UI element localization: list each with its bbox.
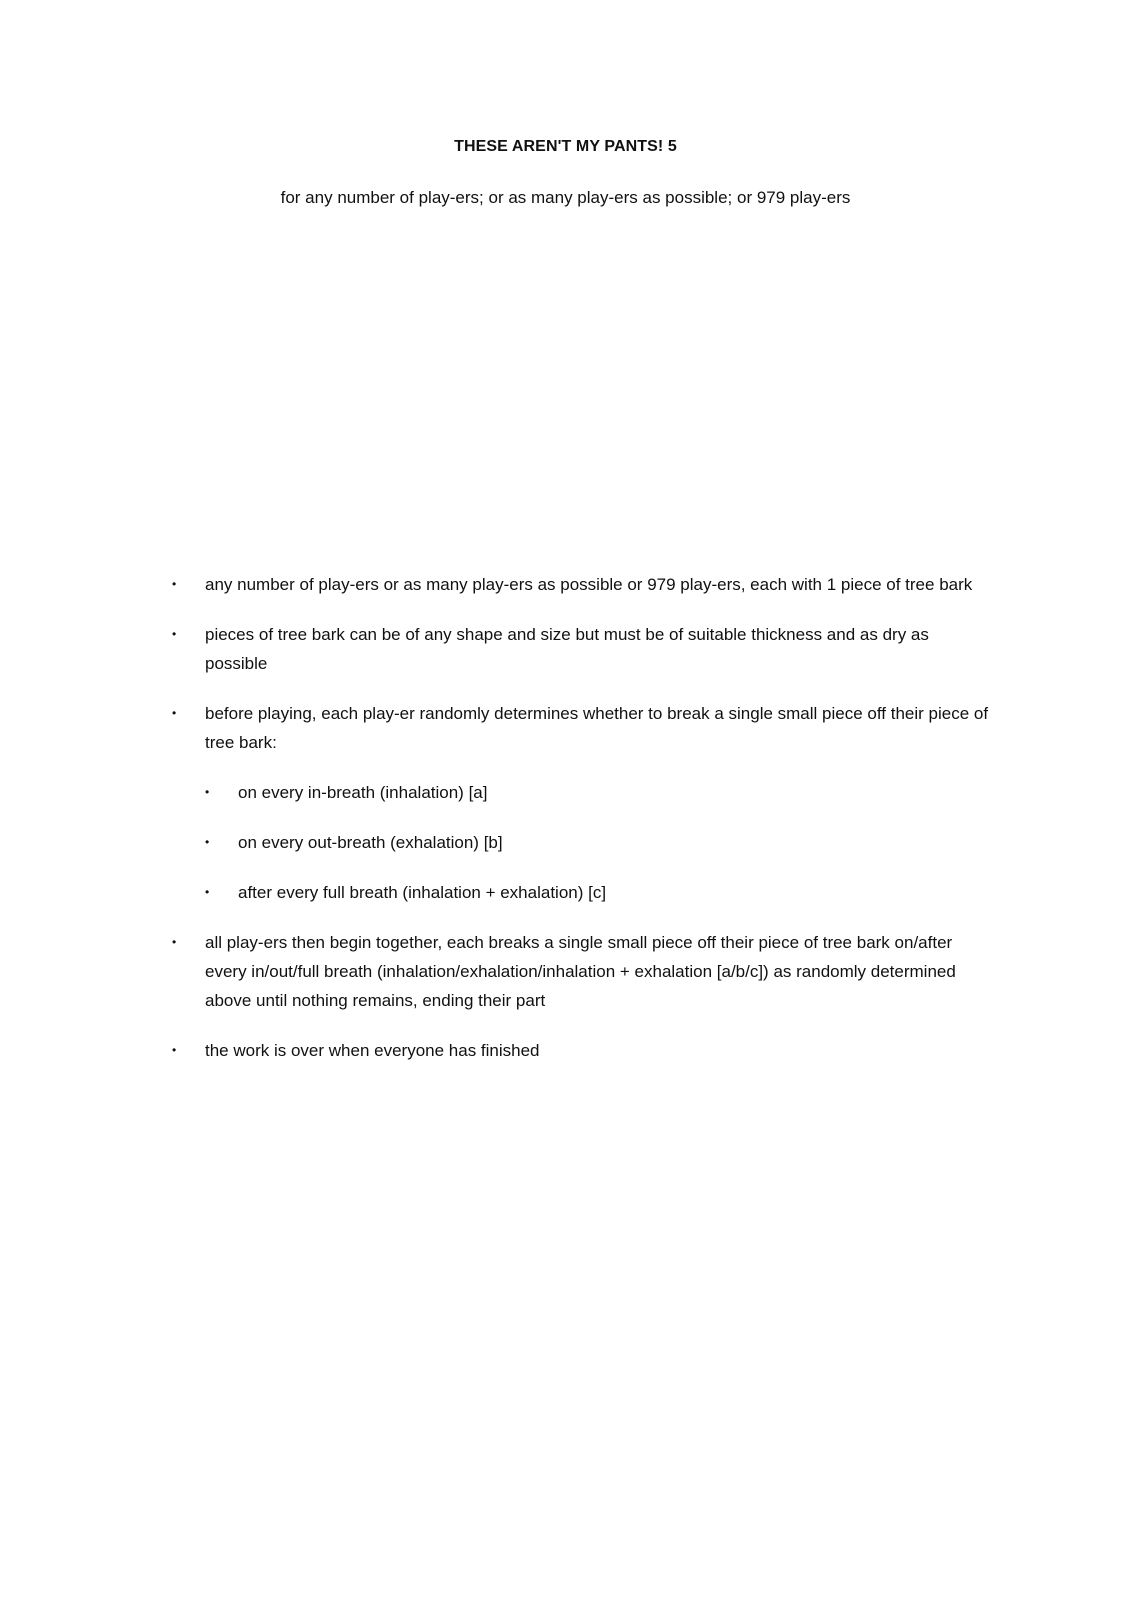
bullet-icon: • — [205, 785, 210, 799]
sub-list-item-text: on every in-breath (inhalation) [a] — [238, 783, 488, 802]
sub-list-item-text: after every full breath (inhalation + exhalation) [c] — [238, 883, 607, 902]
bullet-icon: • — [172, 935, 177, 949]
page-title: THESE AREN'T MY PANTS! 5 — [454, 138, 677, 155]
list-item — [172, 699, 992, 907]
list-item-text: all play-ers then begin together, each breaks a single small piece off their piece of tree bark on/after every in/out/full breath (inhalation/exhalation/inhalation + exhalation [a/b/c]) as randomly determined above until nothing remains, ending their part — [205, 933, 956, 1010]
list-item-text: any number of play-ers or as many play-ers as possible or 979 play-ers, each with 1 piece of tree bark — [205, 575, 973, 594]
sub-list-item-text: on every out-breath (exhalation) [b] — [238, 833, 503, 852]
bullet-icon: • — [172, 577, 177, 591]
list-item — [172, 928, 992, 1015]
list-item-text: pieces of tree bark can be of any shape and size but must be of suitable thickness and as dry as possible — [205, 625, 929, 673]
bullet-icon: • — [172, 627, 177, 641]
page-subtitle: for any number of play-ers; or as many play-ers as possible; or 979 play-ers — [280, 188, 851, 207]
sub-list-item — [205, 878, 992, 907]
sub-list — [205, 778, 992, 907]
sub-list-item — [205, 778, 992, 807]
bullet-icon: • — [205, 835, 210, 849]
instruction-list — [172, 570, 992, 1086]
list-item — [172, 1036, 992, 1065]
bullet-icon: • — [172, 706, 177, 720]
bullet-icon: • — [172, 1043, 177, 1057]
sub-list-item — [205, 828, 992, 857]
list-item-text: the work is over when everyone has finished — [205, 1041, 540, 1060]
list-item-text: before playing, each play-er randomly determines whether to break a single small piece off their piece of tree bark: — [205, 704, 989, 752]
list-item — [172, 620, 992, 678]
bullet-icon: • — [205, 885, 210, 899]
list-item — [172, 570, 992, 599]
